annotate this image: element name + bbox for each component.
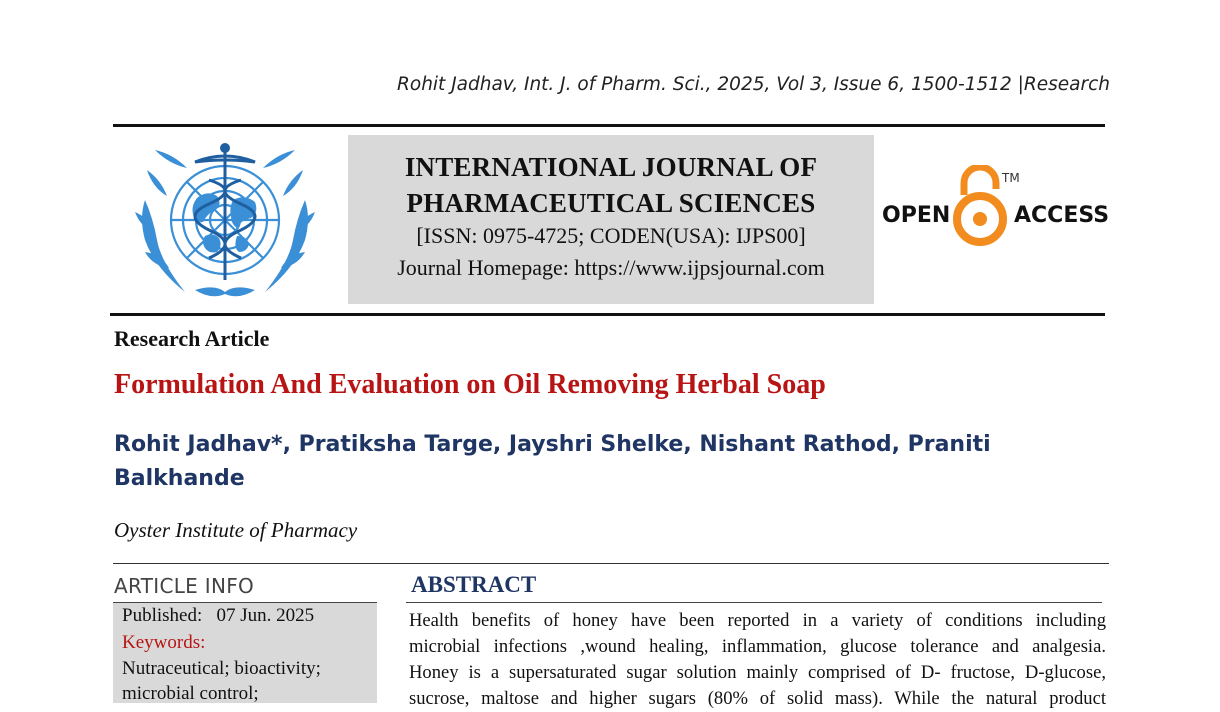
- abstract-body: [409, 608, 1106, 712]
- open-access-right-text: ACCESS: [1014, 203, 1108, 228]
- published-label: Published:: [122, 605, 203, 626]
- open-access-logo: [880, 165, 1108, 253]
- keywords-line-2: microbial control;: [122, 683, 259, 704]
- open-access-tm: TM: [1002, 171, 1020, 185]
- published-row: [122, 605, 314, 627]
- article-title: Formulation And Evaluation on Oil Removing Herbal Soap: [114, 369, 826, 400]
- abstract-heading: ABSTRACT: [411, 572, 537, 597]
- article-info-heading: ARTICLE INFO: [114, 574, 255, 598]
- info-top-rule: [113, 563, 1109, 564]
- abstract-line-4: sucrose, maltose and higher sugars (80% of solid mass). While the natural product: [409, 688, 1106, 709]
- article-authors: [114, 428, 1014, 496]
- running-citation: Rohit Jadhav, Int. J. of Pharm. Sci., 2025, Vol 3, Issue 6, 1500-1512 |Research: [397, 74, 1110, 95]
- keywords-label: Keywords:: [122, 632, 206, 653]
- open-access-left-text: OPEN: [882, 203, 951, 228]
- abstract-line-3: Honey is a supersaturated sugar solution mainly comprised of D- fructose, D-glucose,: [409, 662, 1106, 683]
- header-bottom-rule: [110, 313, 1105, 316]
- published-date: 07 Jun. 2025: [216, 605, 315, 626]
- keywords-line-1: Nutraceutical; bioactivity;: [122, 658, 321, 679]
- header-top-rule: [113, 124, 1105, 127]
- abstract-line-2: microbial infections ,wound healing, inflammation, glucose tolerance and analgesia.: [409, 636, 1106, 657]
- article-info-box: [113, 603, 377, 703]
- article-section-type: Research Article: [114, 326, 270, 351]
- journal-title-box: [348, 135, 874, 304]
- journal-emblem-logo: [125, 140, 325, 305]
- journal-issn: [ISSN: 0975-4725; CODEN(USA): IJPS00]: [416, 223, 806, 248]
- authors-line-2: Balkhande: [114, 466, 245, 491]
- journal-homepage: Journal Homepage: https://www.ijpsjournal.com: [397, 255, 825, 280]
- journal-title-line1: INTERNATIONAL JOURNAL OF: [404, 152, 818, 182]
- authors-line-1: Rohit Jadhav*, Pratiksha Targe, Jayshri Shelke, Nishant Rathod, Praniti: [114, 432, 991, 457]
- open-lock-icon: [957, 167, 1003, 242]
- abstract-underline: [406, 602, 1102, 603]
- journal-title-line2: PHARMACEUTICAL SCIENCES: [406, 188, 816, 218]
- article-affiliation: Oyster Institute of Pharmacy: [114, 518, 358, 542]
- abstract-line-1: Health benefits of honey have been reported in a variety of conditions including: [409, 610, 1106, 631]
